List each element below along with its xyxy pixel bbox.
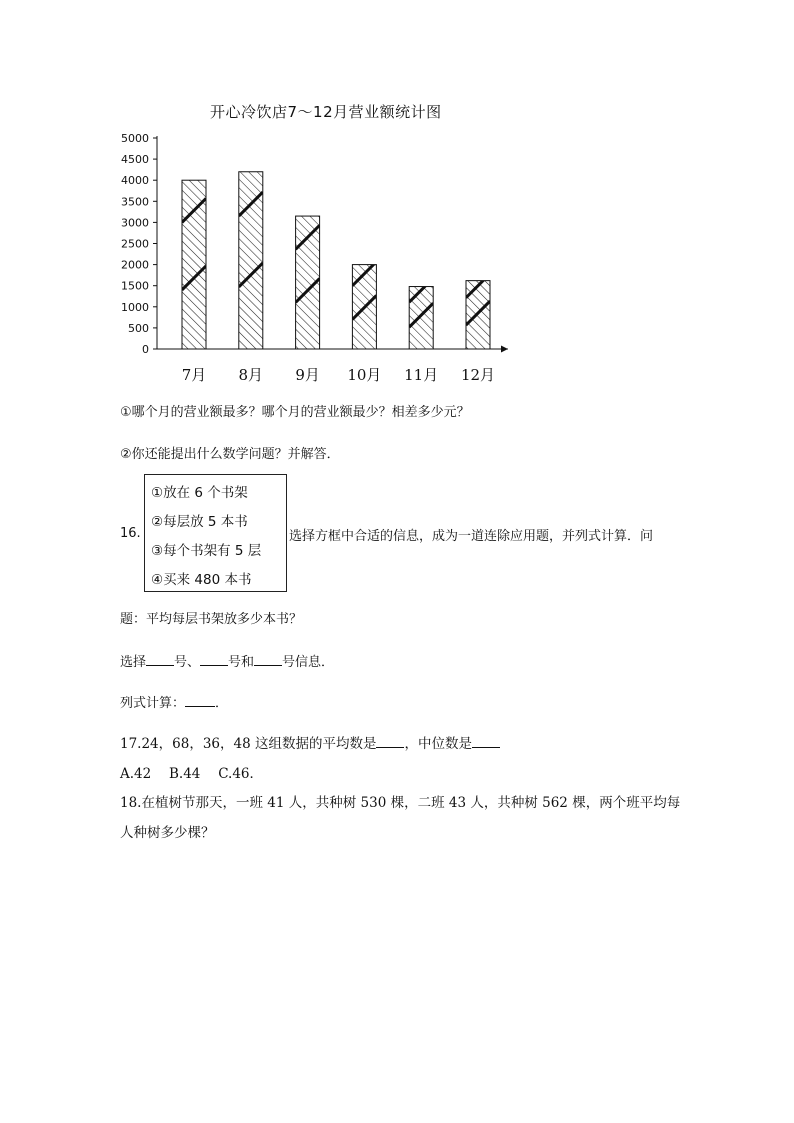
y-tick-label: 5000: [121, 132, 149, 145]
y-tick-label: 500: [128, 321, 149, 335]
question-b: ②你还能提出什么数学问题？并解答．: [120, 447, 340, 462]
select-suffix: 号信息．: [282, 655, 335, 670]
x-tick-label: 9月: [295, 366, 320, 384]
info-item-4: ④买来 480 本书: [151, 572, 252, 588]
x-tick-label: 12月: [460, 366, 496, 384]
bar: [239, 172, 263, 349]
chart-title: 开心冷饮店7～12月营业额统计图: [210, 103, 442, 121]
blank-1[interactable]: [146, 664, 174, 666]
select-mid-2: 号和: [228, 655, 255, 670]
q16-select-line: [120, 651, 334, 670]
q18-line-1: 18.在植树节那天，一班 41 人，共种树 530 棵，二班 43 人，共种树 562 棵，两个班平均每: [120, 795, 681, 811]
q18-line-2: 人种树多少棵？: [120, 825, 215, 841]
q16-calc-line: [120, 692, 228, 711]
y-tick-label: 1500: [121, 279, 149, 293]
question-a: ①哪个月的营业额最多？哪个月的营业额最少？相差多少元？: [120, 405, 470, 420]
q16-question: 题：平均每层书架放多少本书？: [120, 612, 303, 627]
blank-calc[interactable]: [185, 705, 215, 707]
y-tick-label: 4000: [121, 174, 149, 188]
y-tick-label: 2500: [121, 237, 149, 251]
y-tick-label: 2000: [121, 258, 149, 272]
info-item-3: ③每个书架有 5 层: [151, 543, 262, 559]
x-tick-label: 8月: [238, 366, 264, 384]
q17-mid: ，中位数是: [404, 736, 472, 752]
x-tick-label: 10月: [347, 366, 382, 384]
bar-chart: [0, 0, 794, 400]
bar: [409, 287, 433, 349]
calc-suffix: ．: [215, 696, 229, 711]
blank-median[interactable]: [472, 746, 500, 748]
q17-options: A.42 B.44 C.46．: [120, 766, 264, 782]
x-axis-arrow: [501, 346, 508, 353]
info-item-1: ①放在 6 个书架: [151, 485, 248, 501]
select-mid-1: 号、: [174, 655, 201, 670]
y-tick-label: 0: [142, 343, 149, 356]
select-prefix: 选择: [120, 655, 147, 670]
x-tick-label: 7月: [181, 366, 207, 384]
y-tick-label: 1000: [121, 300, 149, 314]
bar: [182, 180, 206, 349]
blank-3[interactable]: [254, 664, 282, 666]
q16-number: 16.: [120, 526, 141, 541]
blank-mean[interactable]: [376, 746, 404, 748]
y-tick-label: 3500: [121, 195, 149, 209]
blank-2[interactable]: [200, 664, 228, 666]
x-tick-label: 11月: [404, 366, 439, 384]
info-box: [144, 474, 287, 592]
q16-instruction: 选择方框中合适的信息，成为一道连除应用题，并列式计算．问: [289, 529, 654, 544]
q17-line: [120, 732, 500, 752]
q17-text: 17.24，68，36，48 这组数据的平均数是: [120, 736, 377, 752]
y-tick-label: 4500: [121, 153, 149, 167]
y-tick-label: 3000: [121, 216, 149, 230]
calc-prefix: 列式计算：: [120, 696, 186, 711]
info-item-2: ②每层放 5 本书: [151, 514, 248, 530]
